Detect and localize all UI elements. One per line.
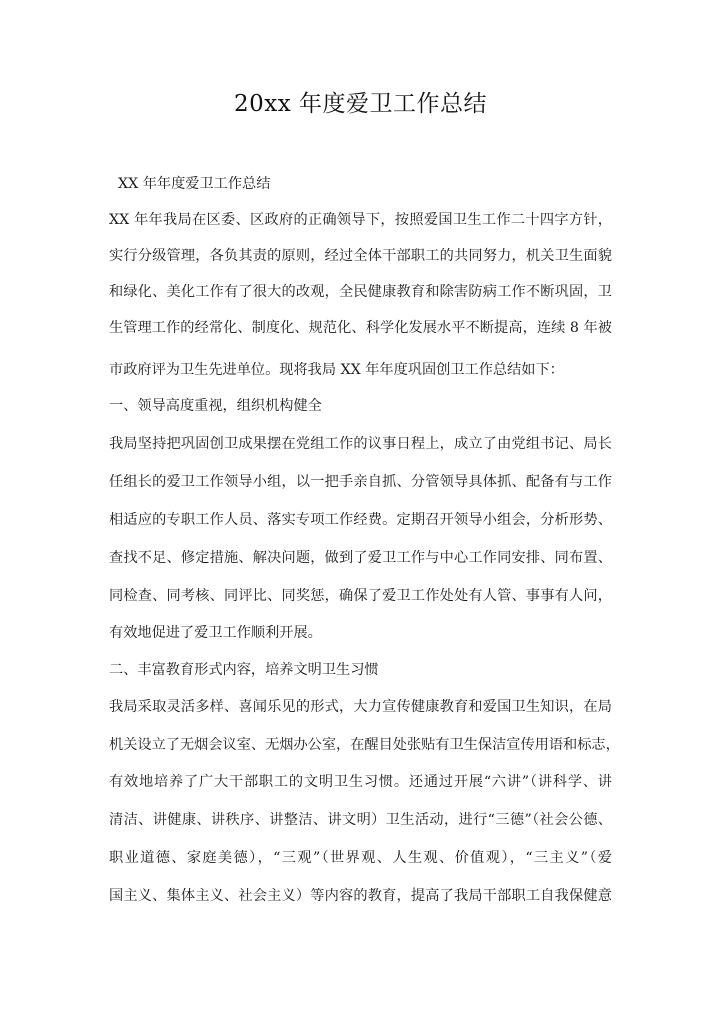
paragraph-line: 实行分级管理，各负其责的原则，经过全体干部职工的共同努力，机关卫生面貌: [109, 248, 612, 264]
paragraph-line: 和绿化、美化工作有了很大的改观，全民健康教育和除害防病工作不断巩固，卫: [109, 284, 612, 300]
paragraph-line: 我局坚持把巩固创卫成果摆在党组工作的议事日程上，成立了由党组书记、局长: [109, 436, 612, 452]
paragraph-line: XX 年年我局在区委、区政府的正确领导下，按照爱国卫生工作二十四字方针，: [109, 212, 612, 228]
section-heading-2: 二、丰富教育形式内容，培养文明卫生习惯: [109, 662, 379, 678]
section-heading-1: 一、领导高度重视，组织机构健全: [109, 398, 322, 414]
paragraph-line: 相适应的专职工作人员、落实专项工作经费。定期召开领导小组会，分析形势、: [109, 512, 612, 528]
paragraph-line: 生管理工作的经常化、制度化、规范化、科学化发展水平不断提高，连续 8 年被: [109, 320, 612, 336]
paragraph-line: 国主义、集体主义、社会主义）等内容的教育，提高了我局干部职工自我保健意: [109, 888, 612, 904]
paragraph-line: 市政府评为卫生先进单位。现将我局 XX 年年度巩固创卫工作总结如下：: [109, 362, 564, 378]
document-title: 20xx 年度爱卫工作总结: [233, 91, 488, 117]
document-subtitle: XX 年年度爱卫工作总结: [118, 176, 271, 192]
paragraph-line: 有效地培养了广大干部职工的文明卫生习惯。还通过开展“六讲”（讲科学、讲: [109, 774, 612, 790]
paragraph-line: 职业道德、家庭美德），“三观”（世界观、人生观、价值观），“三主义”（爱: [109, 850, 612, 866]
paragraph-line: 清洁、讲健康、讲秩序、讲整洁、讲文明）卫生活动，进行“三德”（社会公德、: [109, 812, 612, 828]
paragraph-line: 机关设立了无烟会议室、无烟办公室，在醒目处张贴有卫生保洁宣传用语和标志，: [109, 737, 620, 753]
paragraph-line: 我局采取灵活多样、喜闻乐见的形式，大力宣传健康教育和爱国卫生知识，在局: [109, 699, 612, 715]
paragraph-line: 任组长的爱卫工作领导小组，以一把手亲自抓、分管领导具体抓、配备有与工作: [109, 474, 612, 490]
paragraph-line: 同检查、同考核、同评比、同奖惩，确保了爱卫工作处处有人管、事事有人问，: [109, 588, 612, 604]
paragraph-line: 有效地促进了爱卫工作顺利开展。: [109, 625, 322, 641]
paragraph-line: 查找不足、修定措施、解决问题，做到了爱卫工作与中心工作同安排、同布置、: [109, 550, 612, 566]
